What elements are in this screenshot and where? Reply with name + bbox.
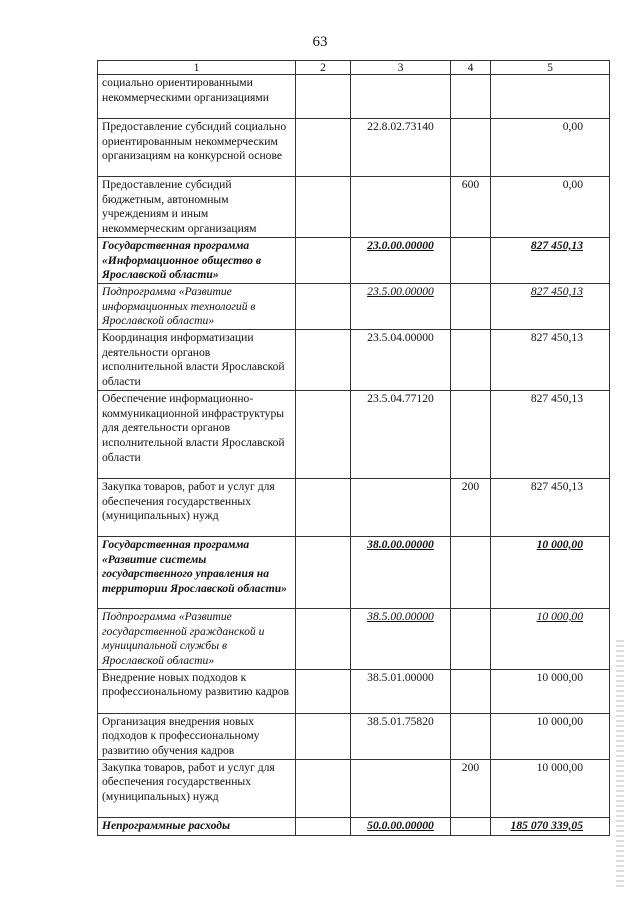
- table-row: [98, 119, 610, 177]
- cell-target-code: 50.0.00.00000: [351, 817, 451, 835]
- cell-target-code: [351, 177, 451, 238]
- cell-target-code: 22.8.02.73140: [351, 119, 451, 177]
- cell-grbs: [296, 669, 351, 713]
- cell-expense-type: [451, 283, 491, 329]
- cell-grbs: [296, 177, 351, 238]
- cell-grbs: [296, 330, 351, 391]
- header-col-2: 2: [296, 61, 351, 75]
- table-row: [98, 75, 610, 119]
- cell-amount: 827 450,13: [491, 330, 610, 391]
- table-row: [98, 390, 610, 478]
- scan-edge-mark: [616, 640, 624, 890]
- table-row: [98, 817, 610, 835]
- budget-table: [97, 60, 610, 836]
- cell-grbs: [296, 119, 351, 177]
- table-row: [98, 669, 610, 713]
- cell-target-code: 38.0.00.00000: [351, 536, 451, 608]
- header-col-3: 3: [351, 61, 451, 75]
- cell-grbs: [296, 478, 351, 536]
- cell-amount: 10 000,00: [491, 669, 610, 713]
- cell-expense-type: 600: [451, 177, 491, 238]
- cell-target-code: 38.5.01.75820: [351, 713, 451, 759]
- cell-name: Государственная программа «Информационное общество в Ярославской области»: [98, 237, 296, 283]
- cell-expense-type: [451, 669, 491, 713]
- cell-expense-type: [451, 390, 491, 478]
- cell-target-code: 23.0.00.00000: [351, 237, 451, 283]
- cell-expense-type: [451, 713, 491, 759]
- cell-grbs: [296, 237, 351, 283]
- cell-name: социально ориентированными некоммерческими организациями: [98, 75, 296, 119]
- cell-amount: 827 450,13: [491, 283, 610, 329]
- cell-target-code: 23.5.00.00000: [351, 283, 451, 329]
- page-number: 63: [312, 34, 328, 50]
- cell-expense-type: 200: [451, 759, 491, 817]
- cell-grbs: [296, 817, 351, 835]
- cell-amount: 10 000,00: [491, 713, 610, 759]
- table-row: [98, 608, 610, 669]
- header-col-1: 1: [98, 61, 296, 75]
- cell-amount: 827 450,13: [491, 478, 610, 536]
- cell-amount: 827 450,13: [491, 237, 610, 283]
- table-row: [98, 283, 610, 329]
- cell-amount: 10 000,00: [491, 608, 610, 669]
- cell-grbs: [296, 75, 351, 119]
- cell-name: Внедрение новых подходов к профессиональному развитию кадров: [98, 669, 296, 713]
- cell-target-code: [351, 75, 451, 119]
- cell-name: Государственная программа «Развитие системы государственного управления на территории Ярославской области»: [98, 536, 296, 608]
- cell-target-code: 23.5.04.77120: [351, 390, 451, 478]
- table-row: [98, 177, 610, 238]
- cell-amount: 185 070 339,05: [491, 817, 610, 835]
- cell-name: Непрограммные расходы: [98, 817, 296, 835]
- cell-name: Организация внедрения новых подходов к профессиональному развитию обучения кадров: [98, 713, 296, 759]
- cell-expense-type: [451, 119, 491, 177]
- cell-target-code: [351, 478, 451, 536]
- cell-name: Координация информатизации деятельности органов исполнительной власти Ярославской области: [98, 330, 296, 391]
- cell-amount: 0,00: [491, 119, 610, 177]
- cell-grbs: [296, 390, 351, 478]
- table-row: [98, 330, 610, 391]
- cell-name: Закупка товаров, работ и услуг для обеспечения государственных (муниципальных) нужд: [98, 759, 296, 817]
- cell-name: Обеспечение информационно-коммуникационной инфраструктуры для деятельности органов исполнительной власти Ярославской области: [98, 390, 296, 478]
- cell-target-code: 23.5.04.00000: [351, 330, 451, 391]
- cell-expense-type: [451, 330, 491, 391]
- cell-target-code: 38.5.00.00000: [351, 608, 451, 669]
- header-col-5: 5: [491, 61, 610, 75]
- cell-grbs: [296, 283, 351, 329]
- cell-name: Предоставление субсидий бюджетным, автономным учреждениям и иным некоммерческим организациям: [98, 177, 296, 238]
- cell-amount: 10 000,00: [491, 536, 610, 608]
- cell-amount: 10 000,00: [491, 759, 610, 817]
- header-col-4: 4: [451, 61, 491, 75]
- cell-expense-type: [451, 536, 491, 608]
- table-row: [98, 536, 610, 608]
- cell-expense-type: 200: [451, 478, 491, 536]
- cell-grbs: [296, 713, 351, 759]
- table-header-row: [98, 61, 610, 75]
- table-row: [98, 237, 610, 283]
- cell-amount: 827 450,13: [491, 390, 610, 478]
- table-row: [98, 759, 610, 817]
- cell-target-code: [351, 759, 451, 817]
- cell-name: Подпрограмма «Развитие информационных технологий в Ярославской области»: [98, 283, 296, 329]
- cell-expense-type: [451, 237, 491, 283]
- cell-grbs: [296, 608, 351, 669]
- cell-grbs: [296, 759, 351, 817]
- table-row: [98, 478, 610, 536]
- cell-amount: 0,00: [491, 177, 610, 238]
- cell-name: Закупка товаров, работ и услуг для обеспечения государственных (муниципальных) нужд: [98, 478, 296, 536]
- cell-grbs: [296, 536, 351, 608]
- cell-name: Подпрограмма «Развитие государственной гражданской и муниципальной службы в Ярославской области»: [98, 608, 296, 669]
- cell-expense-type: [451, 817, 491, 835]
- table-body: [98, 75, 610, 836]
- cell-expense-type: [451, 608, 491, 669]
- cell-name: Предоставление субсидий социально ориентированным некоммерческим организациям на конкурсной основе: [98, 119, 296, 177]
- cell-amount: [491, 75, 610, 119]
- cell-target-code: 38.5.01.00000: [351, 669, 451, 713]
- table-row: [98, 713, 610, 759]
- cell-expense-type: [451, 75, 491, 119]
